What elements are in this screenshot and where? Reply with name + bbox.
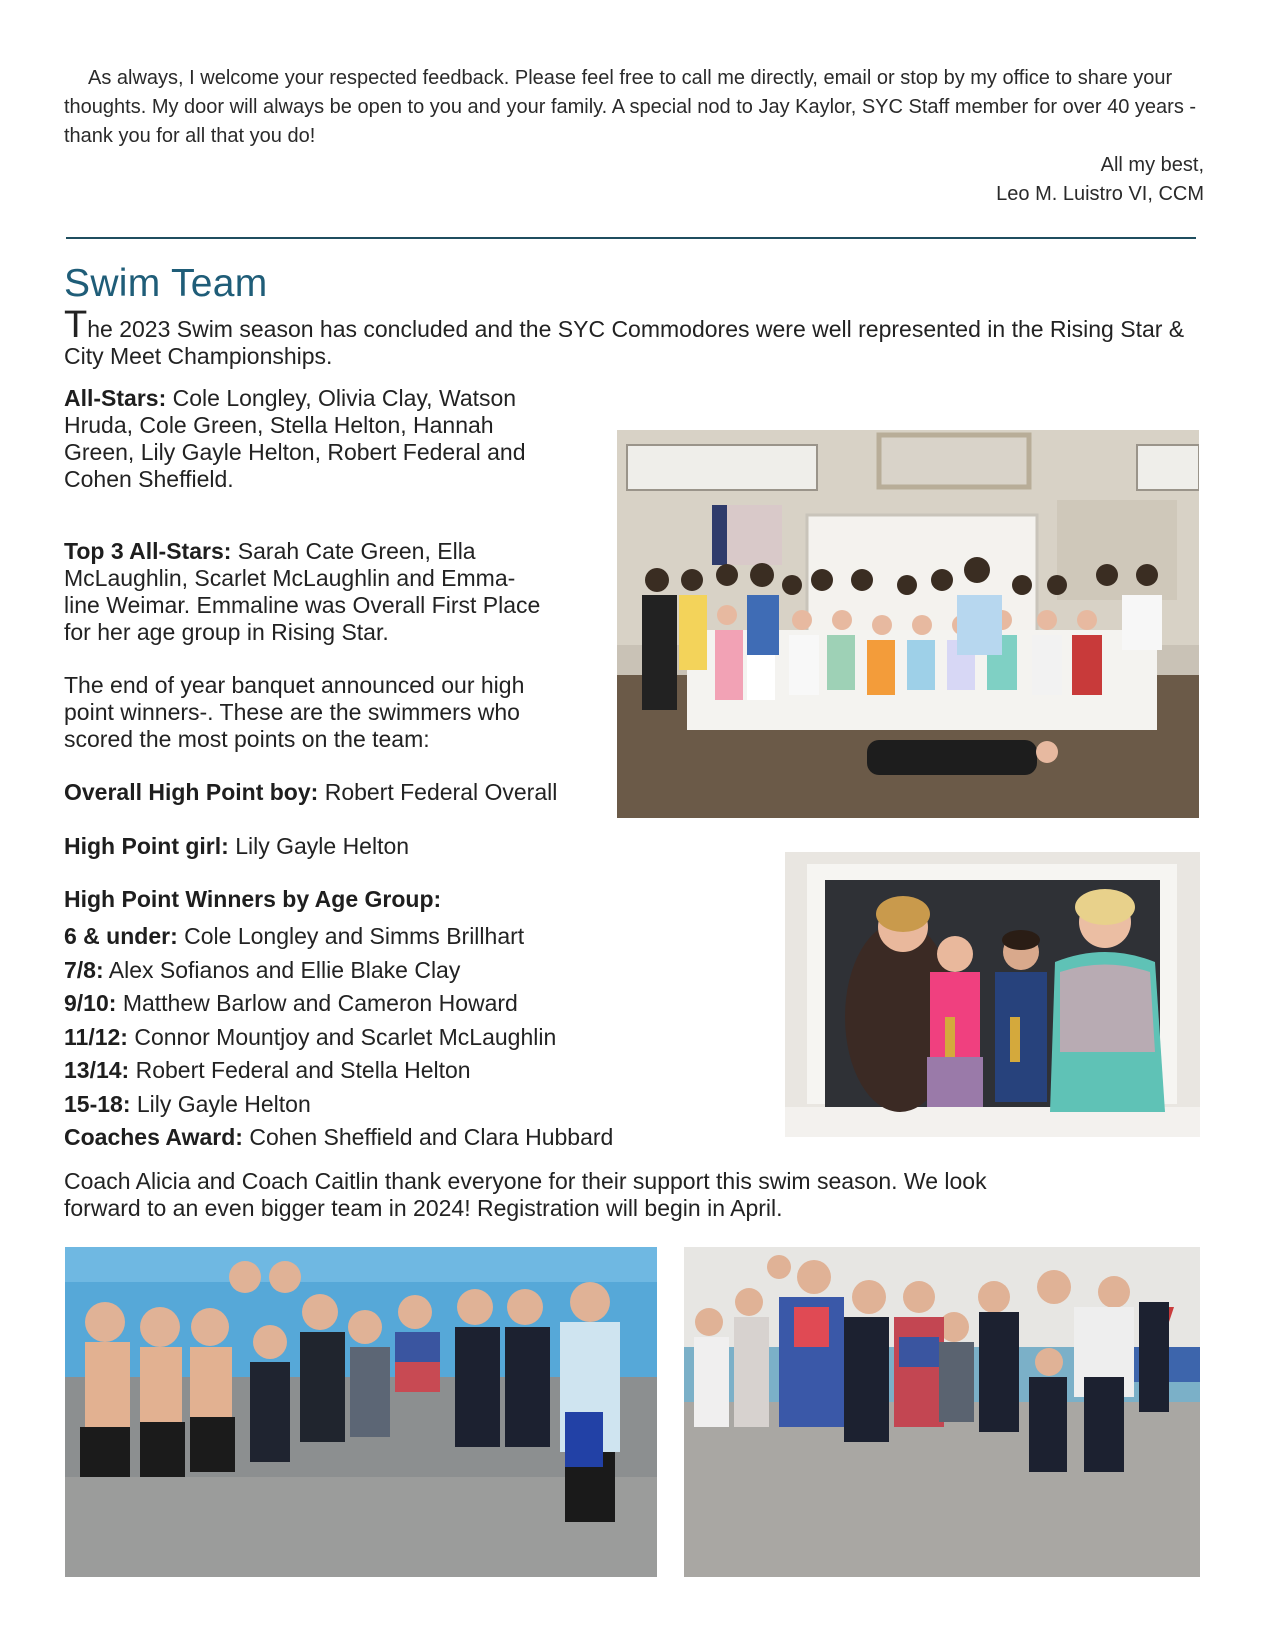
age-group-label: 11/12: [64, 1023, 128, 1050]
age-group-label: 15-18: [64, 1090, 131, 1117]
list-item [64, 1021, 613, 1055]
list-item [64, 987, 613, 1021]
closing-line-2: forward to an even bigger team in 2024! Registration will begin in April. [64, 1195, 783, 1221]
age-group-value: Connor Mountjoy and Scarlet McLaughlin [127, 1023, 557, 1050]
age-group-value: Lily Gayle Helton [130, 1090, 311, 1117]
section-divider [66, 237, 1196, 239]
banquet-line-3: scored the most points on the team: [64, 726, 430, 752]
pool-group-photo-right [684, 1247, 1200, 1577]
age-group-label: 9/10: [64, 990, 117, 1016]
intro-text: he 2023 Swim season has concluded and the SYC Commodores were well represented in the Rising Star & City Meet Championships. [64, 316, 1185, 369]
all-stars-line-1: Cole Longley, Olivia Clay, Watson [166, 385, 517, 411]
high-girl-value: Lily Gayle Helton [228, 833, 410, 859]
age-group-label: 6 & under: [64, 923, 178, 949]
banquet-line-1: The end of year banquet announced our high [64, 672, 525, 698]
top3-line-2: McLaughlin, Scarlet McLaughlin and Emma- [64, 565, 516, 591]
age-group-value: Alex Sofianos and Ellie Blake Clay [103, 956, 461, 983]
list-item [64, 954, 613, 988]
age-group-label: Coaches Award: [64, 1124, 243, 1150]
top3-line-3: line Weimar. Emmaline was Overall First Place [64, 592, 541, 618]
top3-paragraph [64, 538, 540, 646]
intro-dropcap: T [64, 304, 88, 346]
banquet-paragraph [64, 672, 524, 753]
all-stars-paragraph [64, 385, 526, 493]
letter-signature: Leo M. Luistro VI, CCM [996, 183, 1204, 205]
age-group-value: Cole Longley and Simms Brillhart [177, 923, 525, 949]
letter-paragraph: As always, I welcome your respected feedback. Please feel free to call me directly, email or stop by my office to share your thoughts. My door will always be open to you and your family. A special nod to Jay Kaylor, SYC Staff member for over 40 years - thank you for all that you do! [64, 67, 1197, 147]
closing-line-1: Coach Alicia and Coach Caitlin thank everyone for their support this swim season. We look [64, 1168, 987, 1194]
top3-line-4: for her age group in Rising Star. [64, 619, 389, 645]
age-group-value: Matthew Barlow and Cameron Howard [116, 990, 518, 1016]
all-stars-label: All-Stars: [64, 385, 167, 411]
high-boy-value: Robert Federal Overall [318, 779, 558, 805]
list-item [64, 1088, 613, 1122]
pool-group-photo-left [65, 1247, 657, 1577]
high-girl-label: High Point girl: [64, 833, 229, 859]
coaches-trophy-photo [785, 852, 1200, 1137]
age-group-value: Robert Federal and Stella Helton [129, 1057, 471, 1083]
section-title: Swim Team [64, 262, 268, 305]
closing-paragraph [64, 1168, 1214, 1222]
intro-paragraph [64, 304, 1204, 370]
banquet-line-2: point winners-. These are the swimmers who [64, 699, 520, 725]
high-point-boy [64, 779, 557, 806]
high-boy-label: Overall High Point boy: [64, 779, 319, 805]
list-item [64, 1054, 613, 1088]
age-group-list [64, 920, 613, 1155]
age-group-label: 7/8: [64, 956, 104, 983]
age-groups-heading-text: High Point Winners by Age Group: [64, 886, 442, 912]
high-point-girl [64, 833, 409, 860]
age-group-label: 13/14: [64, 1057, 130, 1083]
age-groups-heading [64, 886, 441, 913]
top3-label: Top 3 All-Stars: [64, 538, 232, 564]
all-stars-line-3: Green, Lily Gayle Helton, Robert Federal and [64, 439, 526, 465]
letter-closing: All my best, [1100, 154, 1204, 176]
banquet-group-photo [617, 430, 1199, 818]
list-item [64, 1121, 613, 1155]
top3-line-1: Sarah Cate Green, Ella [231, 538, 476, 564]
all-stars-line-4: Cohen Sheffield. [64, 466, 234, 492]
letter-section [64, 64, 1204, 209]
all-stars-line-2: Hruda, Cole Green, Stella Helton, Hannah [64, 412, 494, 438]
age-group-value: Cohen Sheffield and Clara Hubbard [242, 1124, 614, 1150]
list-item [64, 920, 613, 954]
